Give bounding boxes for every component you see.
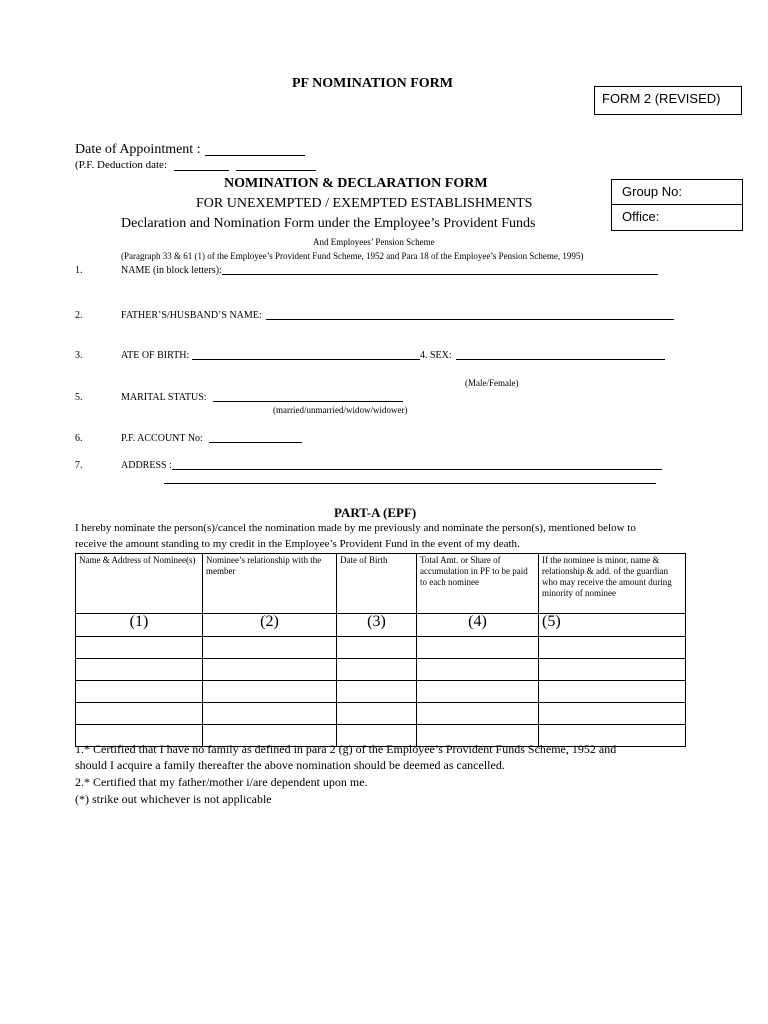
field-number-1: 1.	[75, 265, 83, 276]
table-cell[interactable]	[203, 659, 337, 681]
table-cell[interactable]	[539, 637, 686, 659]
table-cell[interactable]	[417, 703, 539, 725]
table-cell[interactable]	[337, 637, 417, 659]
part-a-title: PART-A (EPF)	[334, 505, 417, 520]
marital-status-label: MARITAL STATUS:	[121, 392, 207, 403]
sex-hint: (Male/Female)	[465, 378, 519, 388]
table-cell[interactable]	[417, 681, 539, 703]
field-number-2: 2.	[75, 310, 83, 321]
column-number: (4)	[417, 614, 539, 637]
field-number-5: 5.	[75, 392, 83, 403]
office-box	[611, 204, 743, 231]
table-column-number-row	[76, 614, 686, 637]
group-no-box	[611, 179, 743, 205]
column-header: Nominee’s relationship with the member	[203, 554, 337, 614]
field-number-7: 7.	[75, 460, 83, 471]
table-cell[interactable]	[203, 681, 337, 703]
sub-heading: FOR UNEXEMPTED / EXEMPTED ESTABLISHMENTS	[196, 196, 533, 211]
column-number: (5)	[539, 614, 686, 637]
main-heading: NOMINATION & DECLARATION FORM	[224, 176, 488, 191]
office-label: Office:	[622, 209, 660, 224]
sex-field[interactable]	[456, 359, 665, 360]
marital-status-field[interactable]	[213, 401, 403, 402]
certification-line-2: should I acquire a family thereafter the above nomination should be deemed as cancelled.	[75, 758, 505, 772]
table-row	[76, 637, 686, 659]
column-header: Date of Birth	[337, 554, 417, 614]
nominee-table	[75, 553, 686, 747]
pf-account-field[interactable]	[209, 442, 302, 443]
form-number: FORM 2 (REVISED)	[602, 91, 721, 106]
column-header: Name & Address of Nominee(s)	[76, 554, 203, 614]
table-cell[interactable]	[539, 681, 686, 703]
sex-label: 4. SEX:	[420, 350, 452, 361]
field-number-6: 6.	[75, 433, 83, 444]
name-field[interactable]	[222, 274, 658, 275]
table-cell[interactable]	[337, 681, 417, 703]
paragraph-reference: (Paragraph 33 & 61 (1) of the Employee’s Provident Fund Scheme, 1952 and Para 18 of the Employee’s Pension Scheme, 1995)	[121, 251, 584, 261]
table-cell[interactable]	[337, 659, 417, 681]
pf-deduction-date-label: (P.F. Deduction date:	[75, 159, 167, 171]
declaration-heading: Declaration and Nomination Form under the Employee’s Provident Funds	[121, 216, 536, 231]
date-of-appointment-label: Date of Appointment :	[75, 142, 201, 157]
address-field-line-2[interactable]	[164, 483, 656, 484]
certification-line-1: 1.* Certified that I have no family as defined in para 2 (g) of the Employee’s Provident Funds Scheme, 1952 and	[75, 742, 617, 756]
part-a-intro-line-2: receive the amount standing to my credit in the Employee’s Provident Fund in the event of my death.	[75, 538, 520, 550]
table-row	[76, 659, 686, 681]
table-cell[interactable]	[76, 681, 203, 703]
table-cell[interactable]	[417, 637, 539, 659]
part-a-intro-line-1: I hereby nominate the person(s)/cancel the nomination made by me previously and nominate the person(s), mentioned below to	[75, 522, 636, 534]
address-field-line-1[interactable]	[172, 469, 662, 470]
father-husband-name-field[interactable]	[266, 319, 674, 320]
field-number-3: 3.	[75, 350, 83, 361]
table-cell[interactable]	[337, 703, 417, 725]
column-number: (1)	[76, 614, 203, 637]
father-husband-name-label: FATHER’S/HUSBAND’S NAME:	[121, 310, 262, 321]
table-cell[interactable]	[539, 659, 686, 681]
date-of-birth-field[interactable]	[192, 359, 420, 360]
table-cell[interactable]	[76, 703, 203, 725]
certification-line-3: 2.* Certified that my father/mother i/are dependent upon me.	[75, 775, 368, 789]
strike-out-note: (*) strike out whichever is not applicable	[75, 792, 272, 806]
table-cell[interactable]	[417, 659, 539, 681]
pf-deduction-date-field-2[interactable]	[236, 170, 316, 171]
name-label: NAME (in block letters):	[121, 265, 222, 276]
group-no-label: Group No:	[622, 184, 682, 199]
date-of-birth-label: ATE OF BIRTH:	[121, 350, 190, 361]
column-number: (3)	[337, 614, 417, 637]
date-of-appointment-field[interactable]	[205, 155, 305, 156]
pf-deduction-date-field-1[interactable]	[174, 170, 229, 171]
table-cell[interactable]	[76, 637, 203, 659]
column-number: (2)	[203, 614, 337, 637]
table-row	[76, 681, 686, 703]
column-header: If the nominee is minor, name & relationship & add. of the guardian who may receive the amount during minority of nominee	[539, 554, 686, 614]
table-cell[interactable]	[203, 703, 337, 725]
scheme-heading: And Employees’ Pension Scheme	[313, 237, 435, 247]
table-cell[interactable]	[76, 659, 203, 681]
table-header-row	[76, 554, 686, 614]
column-header: Total Amt. or Share of accumulation in PF to be paid to each nominee	[417, 554, 539, 614]
page-title: PF NOMINATION FORM	[292, 76, 453, 91]
address-label: ADDRESS :	[121, 460, 172, 471]
table-cell[interactable]	[539, 703, 686, 725]
pf-account-label: P.F. ACCOUNT No:	[121, 433, 203, 444]
form-number-box	[594, 86, 742, 115]
table-row	[76, 703, 686, 725]
marital-status-hint: (married/unmarried/widow/widower)	[273, 405, 408, 415]
table-cell[interactable]	[203, 637, 337, 659]
